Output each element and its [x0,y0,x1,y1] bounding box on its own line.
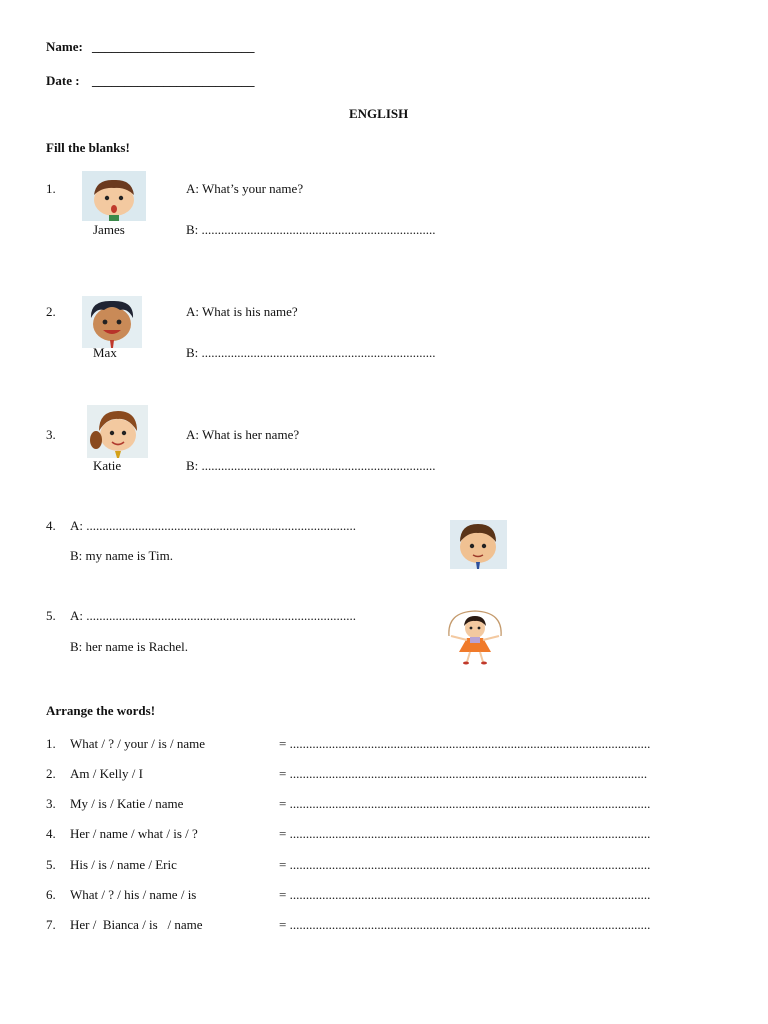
picture-caption: Max [93,345,117,360]
arrange-item-number: 3. [46,796,56,811]
arrange-section-heading: Arrange the words! [46,703,156,718]
arrange-words: His / is / name / Eric [70,857,177,872]
tim-picture [450,520,507,569]
arrange-words: What / ? / his / name / is [70,887,197,902]
answer-line[interactable]: B: ........................................................................ [186,458,436,473]
picture-caption: James [93,222,125,237]
fill-item-number: 3. [46,427,56,442]
arrange-answer-line[interactable]: = ............................................................................................................... [279,857,651,872]
arrange-answer-line[interactable]: = ............................................................................................................... [279,796,651,811]
arrange-answer-line[interactable]: = ............................................................................................................... [279,826,651,841]
arrange-words: Her / Bianca / is / name [70,917,203,932]
arrange-item-number: 6. [46,887,56,902]
question-line: A: What is her name? [186,427,300,442]
date-blank[interactable]: _________________________ [92,73,255,88]
date-label: Date : [46,73,80,88]
question-line: A: What’s your name? [186,181,304,196]
question-line: A: What is his name? [186,304,298,319]
fill-item-number: 1. [46,181,56,196]
answer-line[interactable]: B: ........................................................................ [186,345,436,360]
arrange-item-number: 2. [46,766,56,781]
rachel-picture [443,606,507,666]
name-label: Name: [46,39,83,54]
picture-caption: Katie [93,458,122,473]
arrange-words: My / is / Katie / name [70,796,184,811]
arrange-item-number: 7. [46,917,56,932]
james-picture [82,171,146,221]
katie-picture [87,405,148,458]
arrange-answer-line[interactable]: = ............................................................................................................... [279,887,651,902]
answer-line: B: her name is Rachel. [70,639,189,654]
arrange-item-number: 5. [46,857,56,872]
arrange-words: Her / name / what / is / ? [70,826,198,841]
arrange-words: Am / Kelly / I [70,766,143,781]
arrange-answer-line[interactable]: = ............................................................................................................... [279,736,651,751]
question-line[interactable]: A: ................................................................................... [70,518,356,533]
arrange-item-number: 4. [46,826,56,841]
name-blank[interactable]: _________________________ [92,39,255,54]
arrange-words: What / ? / your / is / name [70,736,206,751]
answer-line: B: my name is Tim. [70,548,173,563]
page-title: ENGLISH [349,106,409,121]
fill-section-heading: Fill the blanks! [46,140,130,155]
arrange-answer-line[interactable]: = .............................................................................................................. [279,766,648,781]
arrange-answer-line[interactable]: = ............................................................................................................... [279,917,651,932]
question-line[interactable]: A: ................................................................................... [70,608,356,623]
fill-item-number: 2. [46,304,56,319]
max-picture [82,296,142,348]
fill-item-number: 5. [46,608,56,623]
arrange-item-number: 1. [46,736,56,751]
fill-item-number: 4. [46,518,56,533]
answer-line[interactable]: B: ........................................................................ [186,222,436,237]
